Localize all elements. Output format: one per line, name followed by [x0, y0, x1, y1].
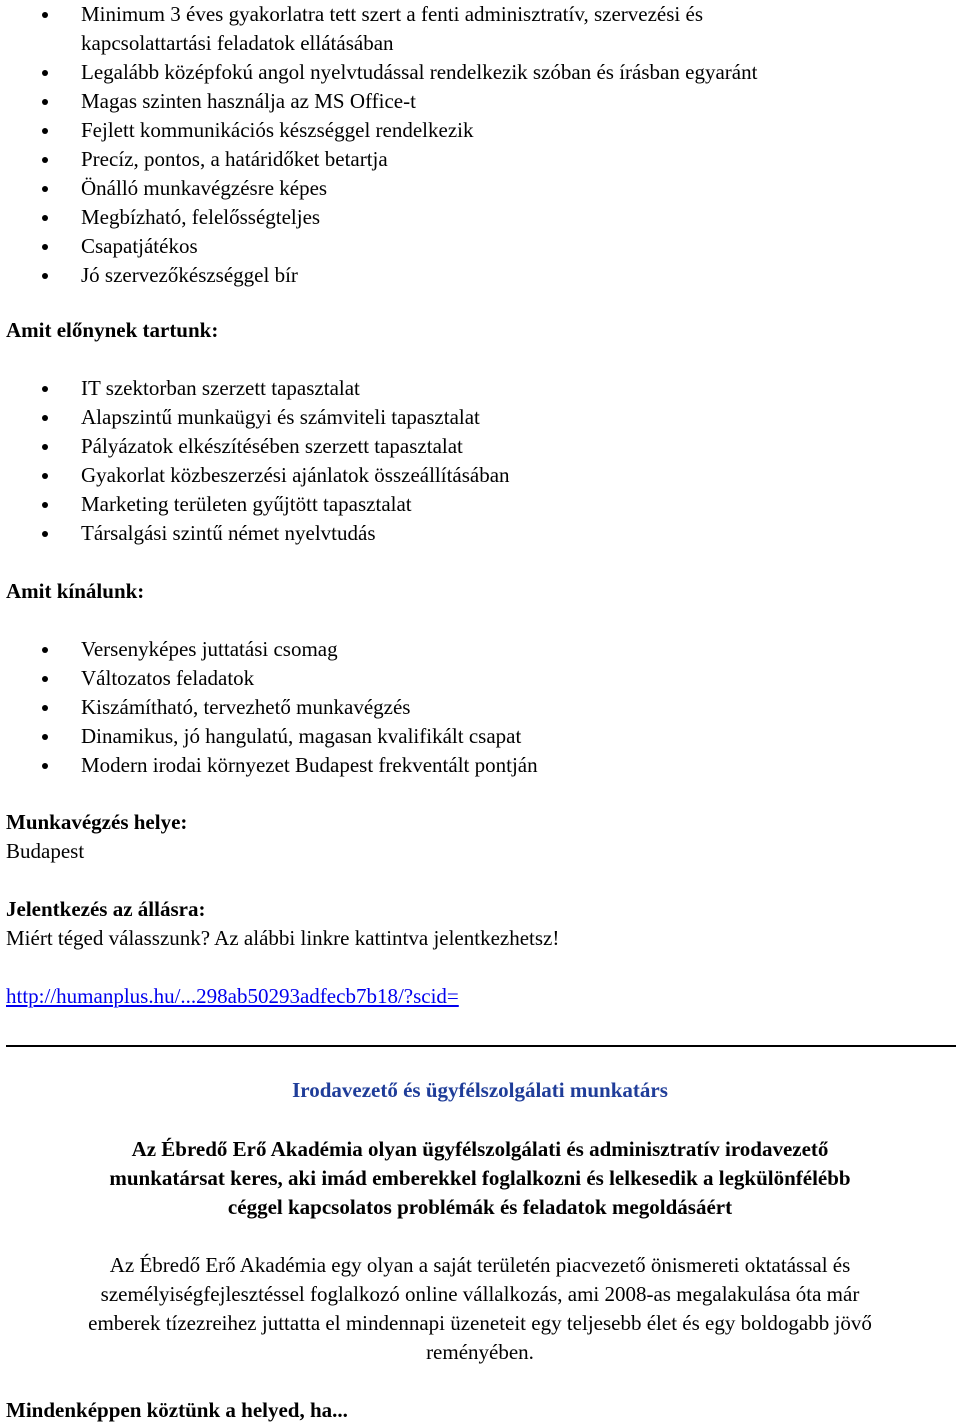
bullet-icon	[42, 502, 48, 508]
list-item: Társalgási szintű német nyelvtudás	[0, 519, 940, 548]
list-item: Precíz, pontos, a határidőket betartja	[0, 145, 940, 174]
list-item: Megbízható, felelősségteljes	[0, 203, 940, 232]
list-item: Változatos feladatok	[0, 664, 940, 693]
list-item: Versenyképes juttatási csomag	[0, 635, 940, 664]
bullet-icon	[42, 763, 48, 769]
about-line: emberek tízezreihez juttatta el mindennapi üzeneteit egy teljesebb élet és egy boldogabb jövő	[88, 1311, 872, 1335]
list-item: Jó szervezőkészséggel bír	[0, 261, 940, 290]
bullet-icon	[42, 215, 48, 221]
list-item: Modern irodai környezet Budapest frekventált pontján	[0, 751, 940, 780]
list-item: Legalább középfokú angol nyelvtudással rendelkezik szóban és írásban egyaránt	[0, 58, 940, 87]
intro-line: céggel kapcsolatos problémák és feladatok megoldásáért	[227, 1195, 733, 1219]
bullet-icon	[42, 444, 48, 450]
list-item: Dinamikus, jó hangulatú, magasan kvalifikált csapat	[0, 722, 940, 751]
location-value: Budapest	[6, 839, 85, 863]
bullet-icon	[42, 12, 48, 18]
list-item: Kiszámítható, tervezhető munkavégzés	[0, 693, 940, 722]
list-item: Önálló munkavégzésre képes	[0, 174, 940, 203]
list-item: Csapatjátékos	[0, 232, 940, 261]
bullet-icon	[42, 473, 48, 479]
job-title: Irodavezető és ügyfélszolgálati munkatárs	[292, 1078, 668, 1102]
bullet-icon	[42, 734, 48, 740]
list-item: IT szektorban szerzett tapasztalat	[0, 374, 940, 403]
list-item: Marketing területen gyűjtött tapasztalat	[0, 490, 940, 519]
offer-heading: Amit kínálunk:	[6, 579, 145, 603]
section-divider	[6, 1045, 956, 1047]
bullet-icon	[42, 244, 48, 250]
advantages-heading: Amit előnynek tartunk:	[6, 318, 219, 342]
location-heading: Munkavégzés helye:	[6, 810, 188, 834]
bullet-icon	[42, 70, 48, 76]
list-item-continuation: kapcsolattartási feladatok ellátásában	[81, 31, 394, 55]
advantages-list	[0, 374, 940, 548]
apply-text: Miért téged válasszunk? Az alábbi linkre kattintva jelentkezhetsz!	[6, 926, 560, 950]
bullet-icon	[42, 186, 48, 192]
bullet-icon	[42, 705, 48, 711]
last-heading: Mindenképpen köztünk a helyed, ha...	[6, 1398, 348, 1422]
apply-link[interactable]: http://humanplus.hu/...298ab50293adfecb7b18/?scid=	[6, 984, 459, 1008]
bullet-icon	[42, 676, 48, 682]
about-line: személyiségfejlesztéssel foglalkozó online vállalkozás, ami 2008-as megalakulása óta már	[100, 1282, 860, 1306]
list-item: Fejlett kommunikációs készséggel rendelkezik	[0, 116, 940, 145]
bullet-icon	[42, 157, 48, 163]
list-item: Gyakorlat közbeszerzési ajánlatok összeállításában	[0, 461, 940, 490]
list-item: Magas szinten használja az MS Office-t	[0, 87, 940, 116]
bullet-icon	[42, 273, 48, 279]
list-item: Alapszintű munkaügyi és számviteli tapasztalat	[0, 403, 940, 432]
bullet-icon	[42, 99, 48, 105]
requirements-list	[0, 0, 940, 290]
about-line: Az Ébredő Erő Akadémia egy olyan a saját területén piacvezető önismereti oktatással és	[109, 1253, 851, 1277]
list-item: Pályázatok elkészítésében szerzett tapasztalat	[0, 432, 940, 461]
about-line: reményében.	[426, 1340, 534, 1364]
apply-heading: Jelentkezés az állásra:	[6, 897, 206, 921]
intro-line: munkatársat keres, aki imád emberekkel foglalkozni és lelkesedik a legkülönfélébb	[109, 1166, 851, 1190]
bullet-icon	[42, 415, 48, 421]
intro-line: Az Ébredő Erő Akadémia olyan ügyfélszolgálati és adminisztratív irodavezető	[131, 1137, 829, 1161]
list-item: Minimum 3 éves gyakorlatra tett szert a fenti adminisztratív, szervezési és	[0, 0, 940, 29]
bullet-icon	[42, 128, 48, 134]
bullet-icon	[42, 531, 48, 537]
bullet-icon	[42, 386, 48, 392]
offers-list	[0, 635, 940, 780]
bullet-icon	[42, 647, 48, 653]
